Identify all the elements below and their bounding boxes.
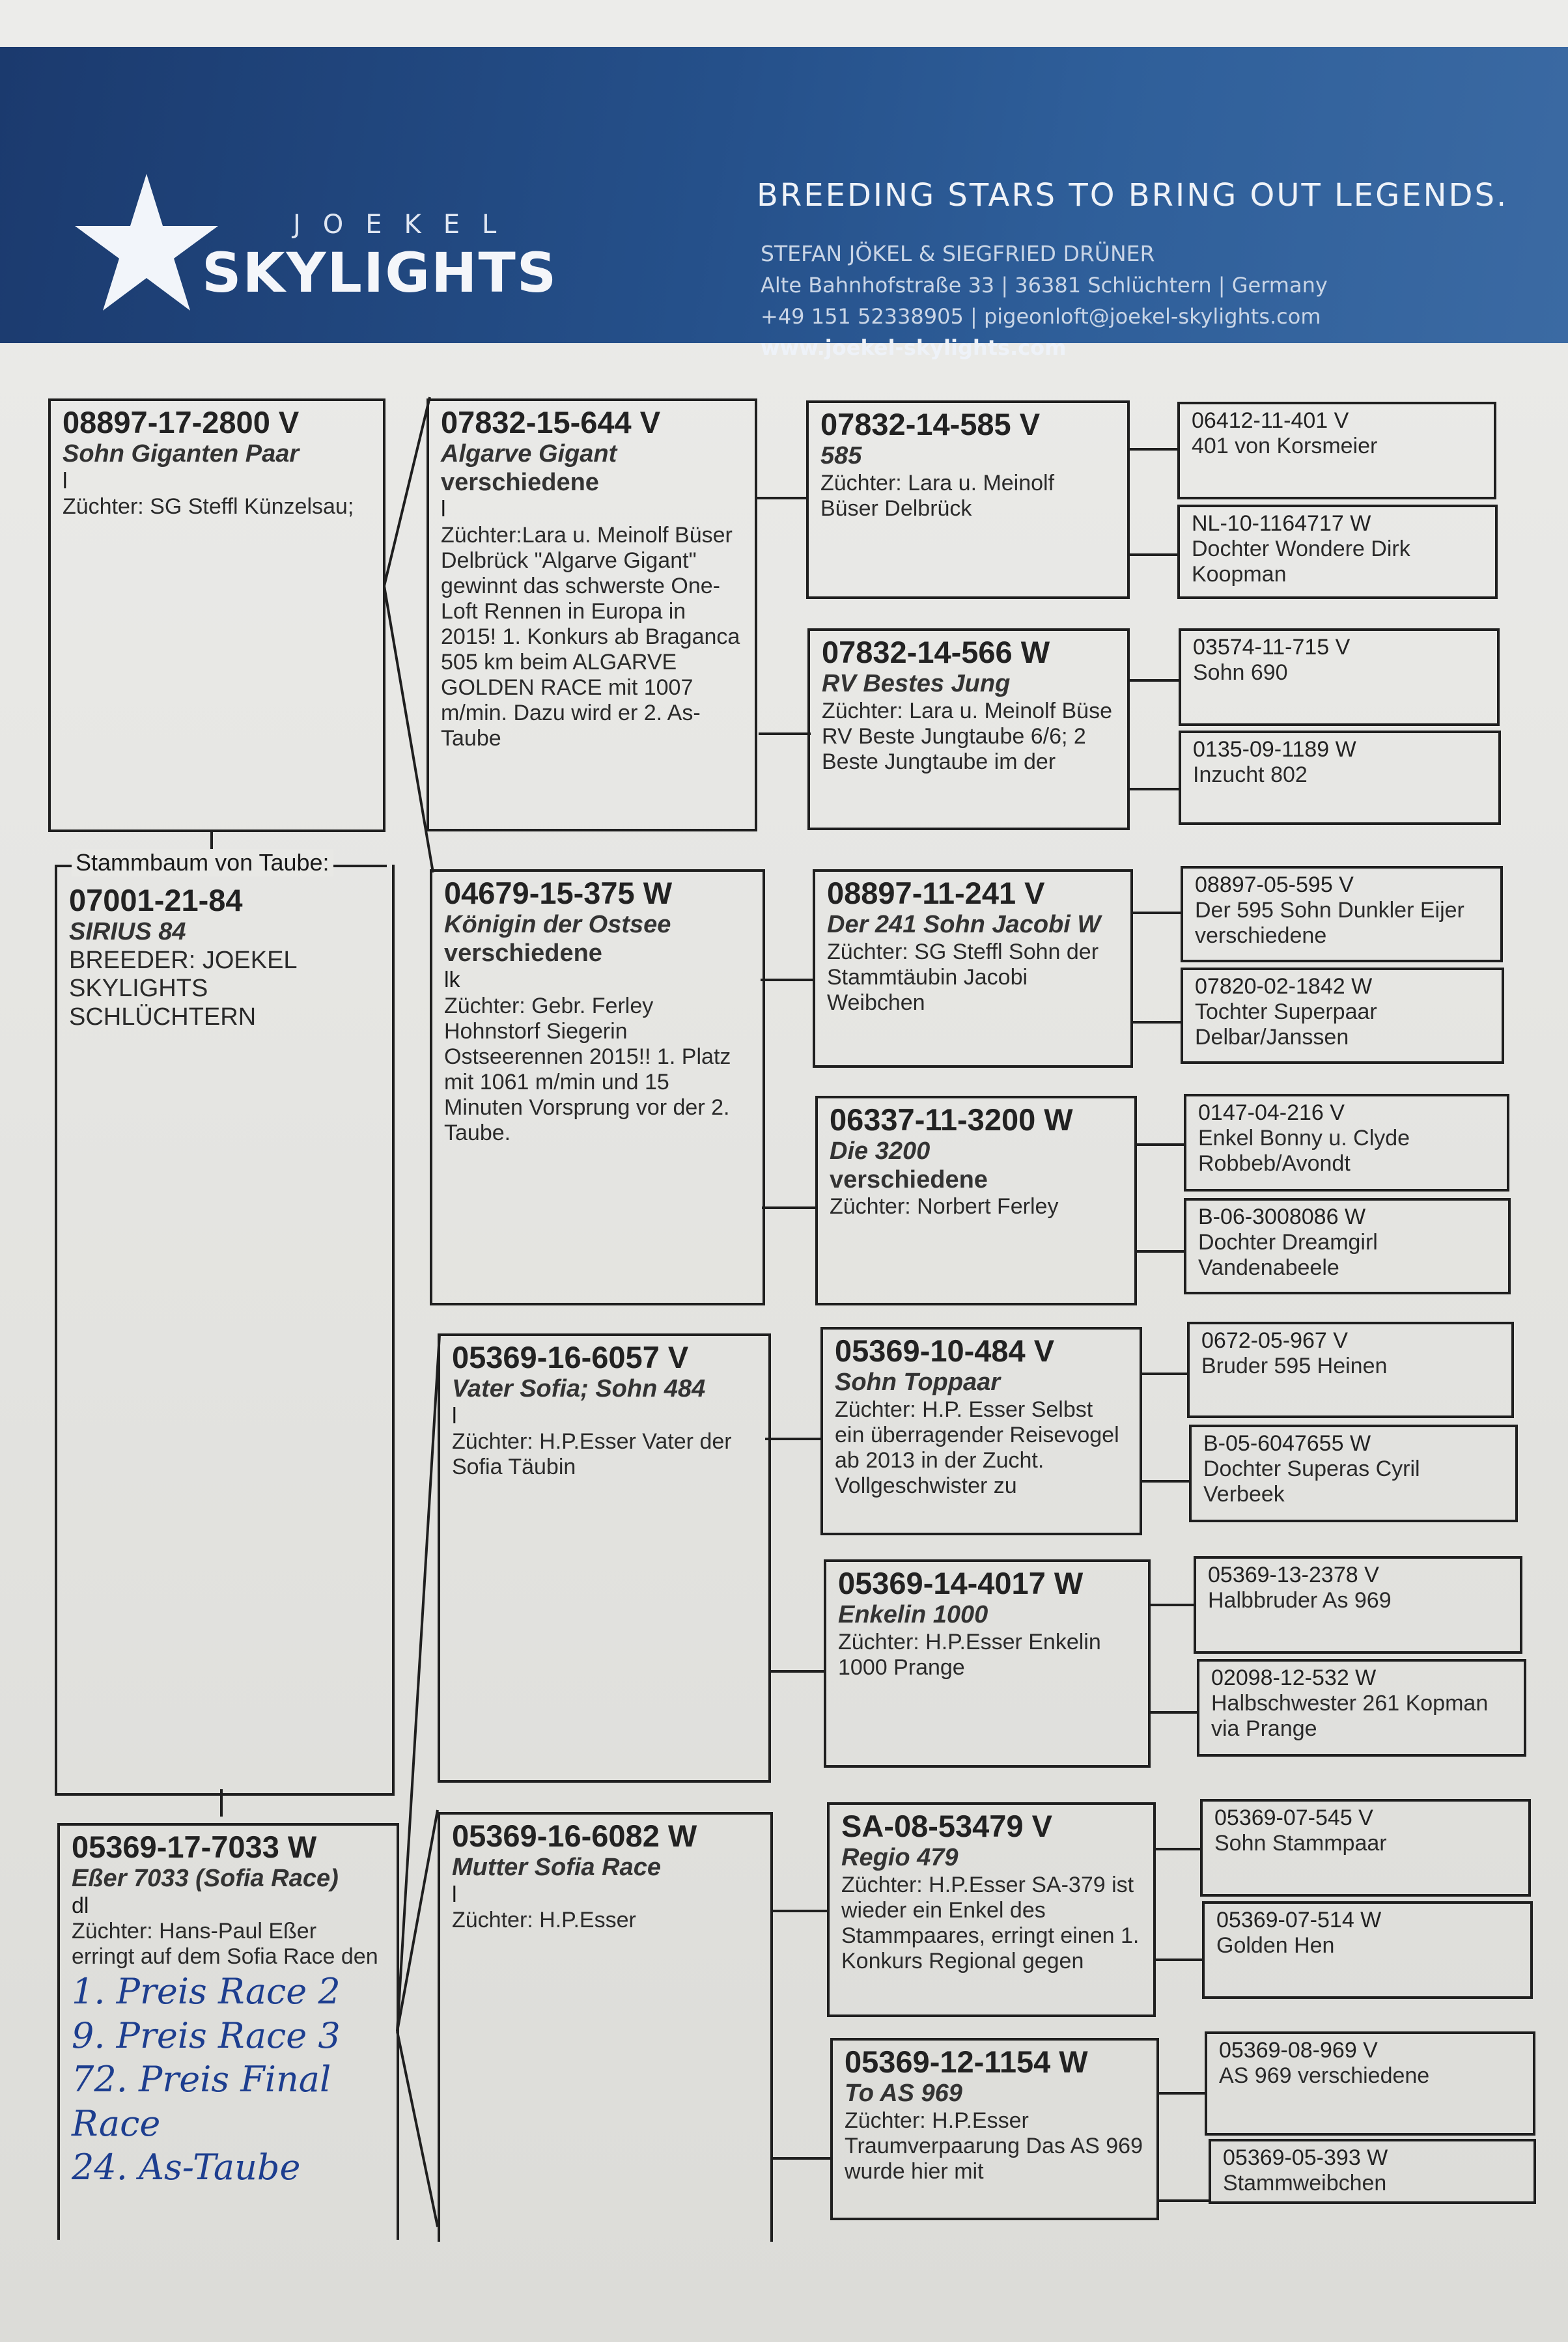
- owners: STEFAN JÖKEL & SIEGFRIED DRÜNER: [761, 241, 1155, 266]
- g4-card-10: [1189, 1425, 1518, 1522]
- pigeon-info: AS 969 verschiedene: [1219, 2063, 1430, 2089]
- color-mark: l: [452, 1403, 457, 1429]
- pigeon-name: To AS 969: [845, 2080, 962, 2108]
- breeder-info: Züchter: H.P.Esser Enkelin 1000 Prange: [838, 1629, 1101, 1680]
- pigeon-name: Sohn Toppaar: [835, 1369, 1001, 1397]
- pigeon-number: 05369-07-514 W: [1216, 1908, 1382, 1932]
- breeder-info: Züchter: SG Steffl Sohn der Stammtäubin Jacobi Weibchen: [827, 939, 1099, 1015]
- website: www.joekel-skylights.com: [761, 335, 1067, 360]
- g4-card-9: [1187, 1322, 1514, 1418]
- pigeon-info: Dochter Superas Cyril Verbeek: [1203, 1457, 1420, 1507]
- ggp-card-mmf: [827, 1802, 1156, 2017]
- breeder-info: Züchter: H.P.Esser Traumverpaarung Das AS 969 wurde hier mit: [845, 2108, 1143, 2184]
- pigeon-number: 02098-12-532 W: [1211, 1666, 1377, 1690]
- pigeon-info: Halbschwester 261 Kopman via Prange: [1211, 1691, 1489, 1742]
- pigeon-number: B-05-6047655 W: [1203, 1431, 1371, 1456]
- color-mark: l: [452, 1882, 457, 1907]
- g4-card-1: [1177, 402, 1496, 499]
- pigeon-number: 07832-14-566 W: [822, 635, 1050, 669]
- g4-card-13: [1200, 1799, 1531, 1897]
- breeder-info: Züchter: H.P.Esser Vater der Sofia Täubin: [452, 1429, 732, 1479]
- handwritten-line: 1. Preis Race 2: [72, 1971, 341, 2013]
- pigeon-number: 05369-16-6057 V: [452, 1340, 689, 1374]
- father-card: [48, 398, 385, 832]
- handwritten-line: 24. As-Taube: [72, 2147, 301, 2188]
- pigeon-name: Algarve Gigant: [441, 440, 617, 468]
- pigeon-number: 07820-02-1842 W: [1195, 974, 1373, 999]
- pigeon-number: 07832-14-585 V: [820, 407, 1041, 441]
- pigeon-number: 08897-11-241 V: [827, 876, 1045, 910]
- breeder-info: Züchter: SG Steffl Künzelsau;: [63, 494, 354, 519]
- pigeon-name: Königin der Ostsee: [444, 911, 671, 939]
- pigeon-number: 0147-04-216 V: [1198, 1100, 1345, 1125]
- pigeon-info: Enkel Bonny u. Clyde Robbeb/Avondt: [1198, 1126, 1410, 1177]
- pigeon-name: Mutter Sofia Race: [452, 1854, 661, 1882]
- g4-card-12: [1197, 1659, 1526, 1757]
- pigeon-info: Bruder 595 Heinen: [1201, 1354, 1388, 1379]
- pigeon-color: verschiedene: [444, 939, 602, 967]
- breeder-info: Züchter: H.P. Esser Selbst ein überragender Reisevogel ab 2013 in der Zucht. Vollgeschwister zu: [835, 1397, 1119, 1499]
- subject-breeder: BREEDER: JOEKEL SKYLIGHTS SCHLÜCHTERN: [69, 946, 297, 1031]
- grandparent-card-ff: [427, 398, 757, 831]
- color-mark: l: [63, 468, 68, 494]
- ggp-card-fmm: [815, 1096, 1137, 1305]
- pigeon-number: 06412-11-401 V: [1192, 408, 1349, 433]
- pigeon-number: 07832-15-644 V: [441, 405, 661, 439]
- breeder-info: Züchter: Gebr. Ferley Hohnstorf Siegerin Ostseerennen 2015!! 1. Platz mit 1061 m/min und 15 Minuten Vorsprung vor der 2. Taube.: [444, 993, 731, 1145]
- pigeon-info: Sohn 690: [1193, 660, 1288, 686]
- handwritten-line: 72. Preis Final Race: [72, 2059, 331, 2144]
- pigeon-info: Tochter Superpaar Delbar/Janssen: [1195, 999, 1377, 1050]
- breeder-info: Züchter: H.P.Esser SA-379 ist wieder ein Enkel des Stammpaares, erringt einen 1. Konkurs Regional gegen: [841, 1872, 1140, 1974]
- pigeon-name: 585: [820, 442, 862, 470]
- pigeon-number: SA-08-53479 V: [841, 1809, 1052, 1843]
- ggp-card-ffm: [807, 628, 1130, 830]
- g4-card-15: [1205, 2031, 1535, 2136]
- pigeon-name: Enkelin 1000: [838, 1601, 988, 1629]
- pigeon-number: 08897-05-595 V: [1195, 872, 1354, 897]
- pigeon-number: 0135-09-1189 W: [1193, 737, 1356, 762]
- breeder-info: Züchter: Lara u. Meinolf Büse RV Beste Jungtaube 6/6; 2 Beste Jungtaube im der: [822, 698, 1113, 774]
- pigeon-info: Golden Hen: [1216, 1933, 1335, 1959]
- pigeon-name: Der 241 Sohn Jacobi W: [827, 911, 1101, 939]
- pigeon-info: Dochter Dreamgirl Vandenabeele: [1198, 1230, 1378, 1281]
- pigeon-number: NL-10-1164717 W: [1192, 511, 1371, 536]
- g4-card-4: [1179, 731, 1501, 825]
- pigeon-number: 05369-16-6082 W: [452, 1819, 697, 1853]
- pigeon-number: 03574-11-715 V: [1193, 635, 1351, 660]
- g4-card-7: [1184, 1094, 1509, 1192]
- mother-card: [57, 1823, 399, 2240]
- pigeon-info: 401 von Korsmeier: [1192, 434, 1378, 459]
- pigeon-info: Sohn Stammpaar: [1214, 1831, 1387, 1856]
- breeder-info: Züchter: Lara u. Meinolf Büser Delbrück: [820, 470, 1055, 521]
- ggp-card-mfm: [824, 1559, 1151, 1768]
- pigeon-info: Halbbruder As 969: [1208, 1588, 1392, 1613]
- g4-card-16: [1209, 2139, 1536, 2204]
- pedigree-caption: Stammbaum von Taube:: [72, 849, 333, 876]
- g4-card-8: [1184, 1198, 1511, 1294]
- g4-card-3: [1179, 628, 1500, 726]
- pigeon-name: Die 3200: [830, 1137, 931, 1165]
- breeder-info: Züchter:Lara u. Meinolf Büser Delbrück "Algarve Gigant" gewinnt das schwerste One-Loft Rennen in Europa in 2015! 1. Konkurs ab Braganca 505 km beim ALGARVE GOLDEN RACE mit 1007 m/min. Dazu wird er 2. As-Taube: [441, 522, 740, 751]
- breeder-info: Züchter: H.P.Esser: [452, 1907, 636, 1932]
- pigeon-number: B-06-3008086 W: [1198, 1205, 1366, 1229]
- pigeon-name: Vater Sofia; Sohn 484: [452, 1375, 706, 1403]
- slogan: BREEDING STARS TO BRING OUT LEGENDS.: [757, 177, 1509, 214]
- g4-card-11: [1194, 1556, 1522, 1654]
- g4-card-5: [1181, 866, 1503, 962]
- pigeon-info: Stammweibchen: [1223, 2171, 1387, 2196]
- logo-subtitle: JOEKEL: [293, 210, 519, 240]
- handwritten-line: 9. Preis Race 3: [72, 2014, 341, 2056]
- address: Alte Bahnhofstraße 33 | 36381 Schlüchtern | Germany: [761, 273, 1328, 298]
- pigeon-name: Sohn Giganten Paar: [63, 440, 300, 468]
- logo-title: SKYLIGHTS: [202, 241, 558, 305]
- pigeon-number: 04679-15-375 W: [444, 876, 673, 910]
- pigeon-number: 05369-08-969 V: [1219, 2038, 1378, 2063]
- ggp-card-mmm: [830, 2038, 1159, 2220]
- pigeon-number: 06337-11-3200 W: [830, 1102, 1073, 1137]
- pigeon-number: 08897-17-2800 V: [63, 405, 300, 439]
- contact: +49 151 52338905 | pigeonloft@joekel-skylights.com: [761, 304, 1321, 329]
- pigeon-number: 0672-05-967 V: [1201, 1328, 1348, 1353]
- color-mark: lk: [444, 968, 460, 993]
- grandparent-card-mf: [438, 1333, 771, 1783]
- g4-card-6: [1181, 968, 1504, 1064]
- g4-card-2: [1177, 505, 1498, 599]
- ggp-card-mff: [820, 1327, 1142, 1535]
- ggp-card-fff: [806, 400, 1130, 599]
- pigeon-number: 05369-13-2378 V: [1208, 1563, 1379, 1587]
- pigeon-name: RV Bestes Jung: [822, 670, 1011, 698]
- pigeon-number: 05369-17-7033 W: [72, 1830, 317, 1864]
- breeder-info: Züchter: Hans-Paul Eßer erringt auf dem Sofia Race den: [72, 1918, 378, 1969]
- color-mark: l: [441, 497, 446, 522]
- pigeon-number: 05369-14-4017 W: [838, 1566, 1084, 1600]
- subject-card: [55, 865, 395, 1796]
- pigeon-number: 05369-07-545 V: [1214, 1805, 1373, 1830]
- grandparent-card-mm: [438, 1812, 773, 2242]
- color-mark: dl: [72, 1893, 89, 1918]
- breeder-info: Züchter: Norbert Ferley: [830, 1194, 1059, 1220]
- pigeon-number: 05369-12-1154 W: [845, 2044, 1088, 2079]
- g4-card-14: [1202, 1901, 1533, 1999]
- ggp-card-fmf: [813, 869, 1133, 1068]
- pigeon-number: 05369-10-484 V: [835, 1333, 1055, 1368]
- pigeon-color: verschiedene: [830, 1165, 988, 1193]
- subject-number: 07001-21-84: [69, 883, 243, 917]
- pigeon-color: verschiedene: [441, 468, 599, 496]
- pigeon-info: Der 595 Sohn Dunkler Eijer verschiedene: [1195, 898, 1464, 949]
- pigeon-info: Dochter Wondere Dirk Koopman: [1192, 537, 1410, 587]
- pigeon-number: 05369-05-393 W: [1223, 2145, 1388, 2170]
- pigeon-info: Inzucht 802: [1193, 762, 1308, 788]
- grandparent-card-fm: [430, 869, 765, 1305]
- pigeon-name: Eßer 7033 (Sofia Race): [72, 1865, 339, 1893]
- subject-name: SIRIUS 84: [69, 918, 186, 946]
- pigeon-name: Regio 479: [841, 1844, 959, 1872]
